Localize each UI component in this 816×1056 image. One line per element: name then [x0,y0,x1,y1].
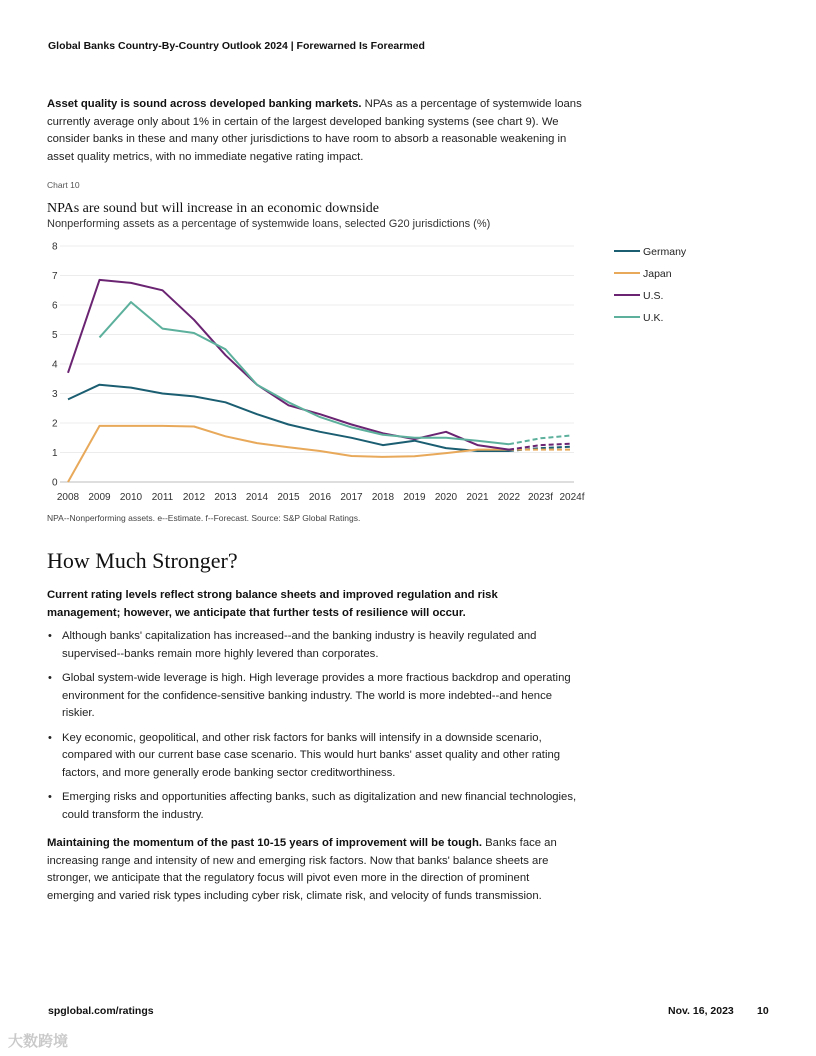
bullet-icon: • [48,791,52,803]
intro-paragraph [47,96,587,166]
section-heading: How Much Stronger? [47,548,238,573]
legend-label: Japan [643,268,672,280]
list-item [47,628,577,663]
legend-label: U.S. [643,290,664,302]
page-number: 10 [757,1005,769,1017]
x-tick-label: 2021 [466,492,489,503]
x-tick-label: 2016 [308,492,332,503]
chart-subtitle: Nonperforming assets as a percentage of systemwide loans, selected G20 jurisdictions (%) [47,218,491,230]
y-tick-label: 0 [52,477,58,489]
list-item [47,789,577,824]
closing-bold: Maintaining the momentum of the past 10-15 years of improvement will be tough. [47,837,482,849]
x-tick-label: 2017 [340,492,363,503]
footer-date: Nov. 16, 2023 [668,1005,734,1017]
x-tick-label: 2010 [119,492,143,503]
chart-footnote: NPA--Nonperforming assets. e--Estimate. f--Forecast. Source: S&P Global Ratings. [47,513,361,523]
y-tick-label: 7 [52,271,58,282]
intro-bold: Asset quality is sound across developed banking markets. [47,98,362,110]
closing-text: Banks face an increasing range and intensity of new and emerging risk factors. Now that banks' balance sheets are stronger, we anticipate that the regulatory focus will pivot even more in the direction of prominent emerging and varied risk types including cyber risk, climate risk, and velocity of funds transmission. [47,837,557,902]
bullet-text: Although banks' capitalization has increased--and the banking industry is heavily regulated and supervised--banks remain more highly levered than corporates. [62,630,537,660]
footer-site-link[interactable]: spglobal.com/ratings [48,1005,154,1017]
list-item [47,730,577,783]
series-line-japan [68,426,509,482]
closing-paragraph [47,835,577,905]
bullet-text: Key economic, geopolitical, and other risk factors for banks will intensify in a downside scenario, compared with our current base case scenario. This would hurt banks' asset quality and other rating factors, and more generally erode banking sector creditworthiness. [62,731,561,779]
x-tick-label: 2023f [527,492,554,503]
watermark-logo: 大数跨境 [8,1033,69,1050]
x-tick-label: 2009 [88,492,111,503]
list-item [47,670,577,723]
x-tick-label: 2024f [559,492,585,503]
intro-text: NPAs as a percentage of systemwide loans currently average only about 1% in certain of the largest developed banking systems (see chart 9). We consider banks in these and many other jurisdictions to have room to absorb a reasonable weakening in asset quality metrics, with no immediate negative rating impact. [47,98,582,163]
series-forecast-us [509,444,572,450]
x-tick-label: 2012 [182,492,206,503]
section-lead: Current rating levels reflect strong balance sheets and improved regulation and risk management; however, we anticipate that further tests of resilience will occur. [47,589,498,619]
series-forecast-uk [509,435,572,444]
npa-line-chart [0,236,816,508]
y-tick-label: 8 [52,241,58,253]
x-tick-label: 2008 [56,492,80,503]
bullet-text: Emerging risks and opportunities affecting banks, such as digitalization and new financial technologies, could transform the industry. [62,791,577,821]
x-tick-label: 2015 [277,492,300,503]
legend-label: U.K. [643,312,664,324]
y-tick-label: 3 [52,389,58,400]
bullet-icon: • [48,630,52,642]
bullet-text: Global system-wide leverage is high. High leverage provides a more fractious backdrop and operating environment for the confidence-sensitive banking industry. The world is more indebted--and hence riskier. [62,672,571,719]
x-tick-label: 2020 [434,492,458,503]
bullet-icon: • [48,731,52,744]
chart-label: Chart 10 [47,180,80,190]
y-tick-label: 6 [52,300,58,312]
x-tick-label: 2018 [371,492,395,503]
series-line-germany [68,385,509,451]
y-tick-label: 2 [52,418,58,430]
x-tick-label: 2019 [403,492,426,503]
legend-label: Germany [643,246,687,258]
x-tick-label: 2022 [497,492,521,503]
y-tick-label: 1 [52,448,58,459]
chart-title: NPAs are sound but will increase in an economic downside [47,201,379,216]
y-tick-label: 4 [52,359,58,371]
x-tick-label: 2011 [151,492,174,503]
x-tick-label: 2014 [245,492,269,503]
y-tick-label: 5 [52,330,58,341]
document-header: Global Banks Country-By-Country Outlook 2024 | Forewarned Is Forearmed [48,40,425,52]
x-tick-label: 2013 [214,492,237,503]
bullet-icon: • [48,672,52,684]
bullet-list [47,628,577,831]
